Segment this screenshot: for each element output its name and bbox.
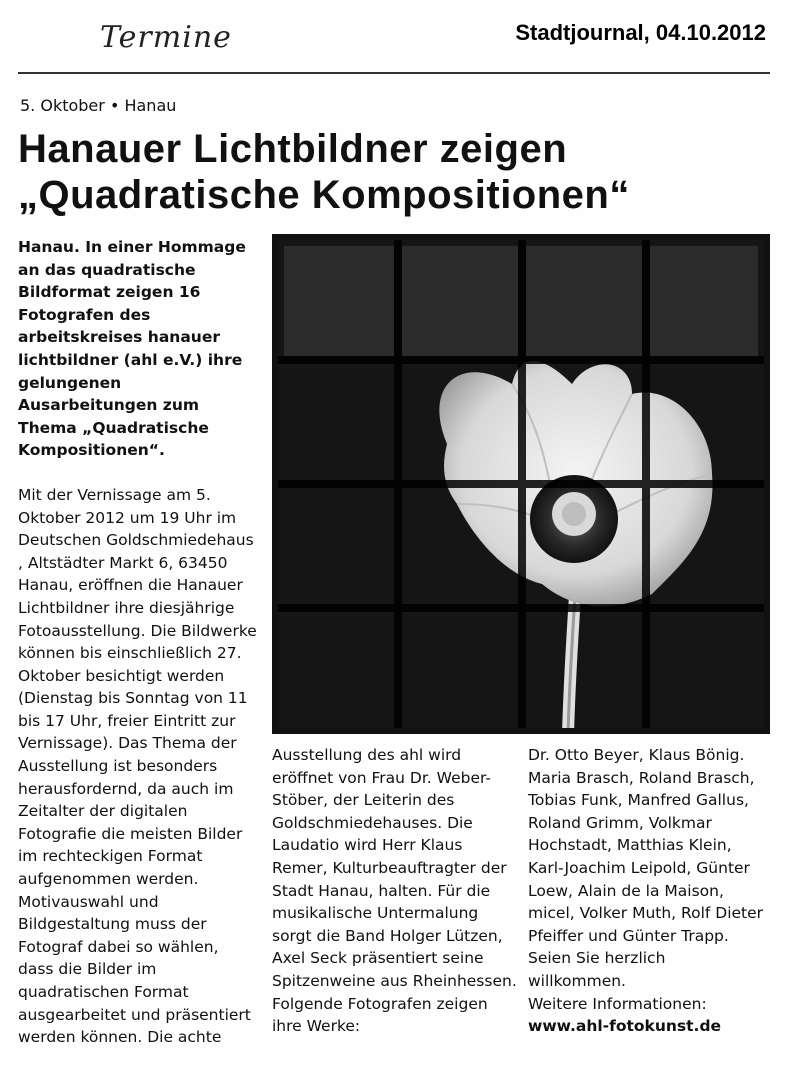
website-link[interactable]: www.ahl-fotokunst.de <box>528 1017 722 1036</box>
headline <box>18 126 630 218</box>
article-column-2 <box>272 744 518 1038</box>
lead-paragraph: Hanau. In einer Hommage an das quadratische Bildformat zeigen 16 Fotografen des arbeitskreises hanauer lichtbildner (ahl e.V.) ihre gelungenen Ausarbeitungen zum Thema „Quadratische Kompositionen“. <box>18 238 246 460</box>
poppy-image-icon <box>272 234 770 734</box>
article-column-1 <box>18 236 258 1049</box>
photographer-list: Dr. Otto Beyer, Klaus Bönig. Maria Brasch, Roland Brasch, Tobias Funk, Manfred Gallus, Roland Grimm, Volkmar Hochstadt, Matthias Klein, Karl-Joachim Leipold, Günter Loew, Alain de la Maison, micel, Volker Muth, Rolf Dieter Pfeiffer und Günter Trapp. Seien Sie herzlich willkommen. <box>528 746 764 990</box>
headline-line-2: „Quadratische Kompositionen“ <box>18 173 630 217</box>
section-label: Termine <box>100 20 232 55</box>
poppy-photo <box>272 234 770 734</box>
article-column-3 <box>528 744 768 1038</box>
body-paragraph-2: Ausstellung des ahl wird eröffnet von Frau Dr. Weber-Stöber, der Leiterin des Goldschmiedehauses. Die Laudatio wird Herr Klaus Remer, Kulturbeauftragter der Stadt Hanau, halten. Für die musikalische Untermalung sorgt die Band Holger Lützen, Axel Seck präsentiert seine Spitzenweine aus Rheinhessen. Folgende Fotografen zeigen ihre Werke: <box>272 746 517 1036</box>
more-info-label: Weitere Informationen: <box>528 994 707 1013</box>
header-rule <box>18 72 770 74</box>
dateline: 5. Oktober • Hanau <box>20 96 177 115</box>
body-paragraph-1: Mit der Vernissage am 5. Oktober 2012 um 19 Uhr im Deutschen Goldschmiedehaus , Altstädter Markt 6, 63450 Hanau, eröffnen die Hanauer Lichtbildner ihre diesjährige Fotoausstellung. Die Bildwerke können bis einschließlich 27. Oktober besichtigt werden (Dienstag bis Sonntag von 11 bis 17 Uhr, freier Eintritt zur Vernissage). Das Thema der Ausstellung ist besonders herausfordernd, da auch im Zeitalter der digitalen Fotografie die meisten Bilder im rechteckigen Format aufgenommen werden. Motivauswahl und Bildgestaltung muss der Fotograf dabei so wählen, dass die Bilder im quadratischen Format ausgearbeitet und präsentiert werden können. Die achte <box>18 485 257 1047</box>
publication-date: Stadtjournal, 04.10.2012 <box>515 20 766 45</box>
headline-line-1: Hanauer Lichtbildner zeigen <box>18 127 568 171</box>
